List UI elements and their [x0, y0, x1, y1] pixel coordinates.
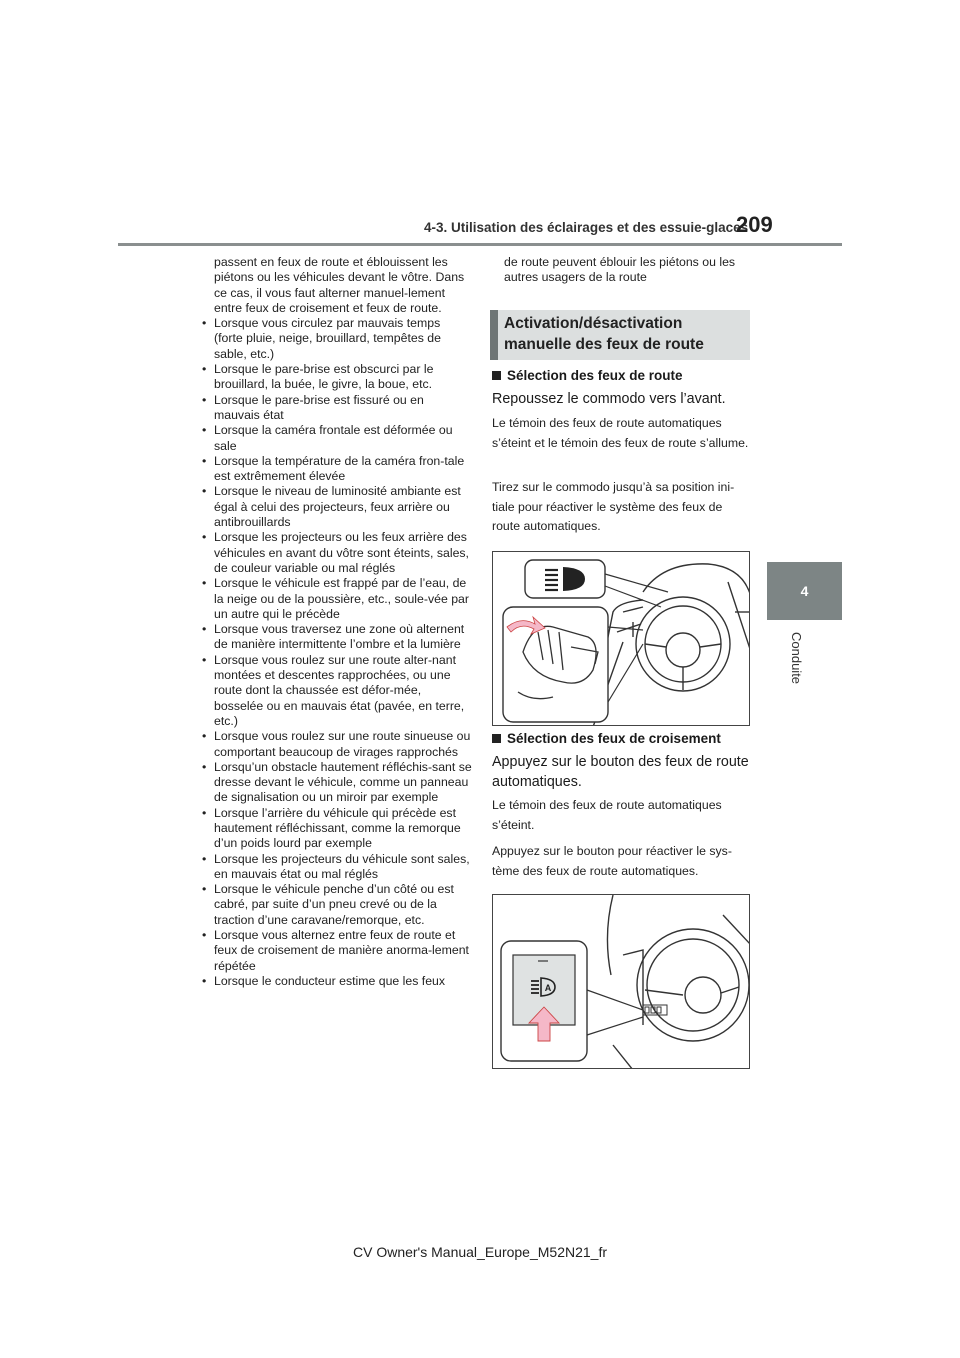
list-item: • Lorsque vous alternez entre feux de route et feux de croisement de manière anorma-lement répétée: [200, 928, 472, 974]
list-item: • Lorsque le pare-brise est fissuré ou en mauvais état: [200, 393, 472, 424]
dashboard-illustration: [493, 895, 750, 1069]
subheading-high-beam-text: Sélection des feux de route: [507, 368, 683, 383]
intro-paragraph: passent en feux de route et éblouissent les piétons ou les véhicules devant le vôtre. Dans ce cas, il vous faut alterner manuel-lement entre feux de croisement et feux de route.: [214, 255, 465, 315]
list-item: • Lorsque le véhicule penche d’un côté ou est cabré, par suite d’un pneu crevé ou de la traction d’une caravane/remorque, etc.: [200, 882, 472, 928]
lead-high-beam: Repoussez le commodo vers l’avant.: [492, 391, 726, 407]
paragraph-low-beam-2: Appuyez sur le bouton pour réactiver le sys-tème des feux de route automatiques.: [492, 844, 732, 878]
list-item: • Lorsque vous traversez une zone où alternent de manière intermittente l’ombre et la lumière: [200, 622, 472, 653]
subheading-low-beam-text: Sélection des feux de croisement: [507, 731, 721, 746]
paragraph-low-beam-1: Le témoin des feux de route automatiques s’éteint.: [492, 798, 722, 832]
lead-low-beam: Appuyez sur le bouton des feux de route automatiques.: [492, 754, 749, 790]
lever-callout: [503, 607, 643, 722]
section-heading-line1: Activation/désactivation: [504, 315, 683, 332]
paragraph-high-beam-1: Le témoin des feux de route automatiques s’éteint et le témoin des feux de route s’allume.: [492, 416, 749, 450]
list-item: • Lorsque les projecteurs du véhicule sont sales, en mauvais état ou mal réglés: [200, 852, 472, 883]
figure-button-press: [492, 894, 750, 1069]
left-column: [200, 255, 472, 989]
section-heading-box: [490, 310, 750, 360]
chapter-number: 4: [800, 583, 809, 599]
figure-lever-push: [492, 551, 750, 726]
chapter-label: Conduite: [789, 632, 804, 685]
chapter-tab: [767, 562, 842, 620]
list-item: • Lorsque le conducteur estime que les feux: [200, 974, 472, 989]
subheading-high-beam: [492, 368, 683, 383]
section-header-title: 4-3. Utilisation des éclairages et des essuie-glaces: [424, 220, 749, 235]
button-callout: [501, 941, 643, 1061]
button-panel: [643, 1005, 667, 1015]
header-rule: [118, 243, 842, 246]
list-item: • Lorsque l’arrière du véhicule qui précède est hautement réfléchissant, comme la remorque d’un poids lourd par exemple: [200, 806, 472, 852]
auto-letter: A: [544, 983, 552, 993]
list-item: • Lorsque vous roulez sur une route sinueuse ou comportant beaucoup de virages rapprochés: [200, 729, 472, 760]
page-number: 209: [736, 212, 773, 237]
indicator-callout: [525, 560, 668, 607]
list-item: • Lorsque le niveau de luminosité ambiante est égal à celui des projecteurs, feux arrière ou antibrouillards: [200, 484, 472, 530]
list-item: • Lorsque la caméra frontale est déformée ou sale: [200, 423, 472, 454]
footer-manual-id: CV Owner's Manual_Europe_M52N21_fr: [352, 1244, 608, 1260]
list-item: • Lorsque les projecteurs ou les feux arrière des véhicules en avant du vôtre sont éteints, sales, de couleur variable ou mal réglés: [200, 530, 472, 576]
lever-illustration: [493, 552, 750, 726]
list-item: • Lorsque la température de la caméra fron-tale est extrêmement élevée: [200, 454, 472, 485]
list-item: • Lorsque vous circulez par mauvais temps (forte pluie, neige, brouillard, tempêtes de sable, etc.): [200, 316, 472, 362]
condition-list: [200, 316, 472, 989]
list-item: • Lorsque vous roulez sur une route alter-nant montées et descentes rapprochées, ou une route dont la chaussée est défor-mée, bosselée ou en mauvais état (pavée, en terre, etc.): [200, 653, 472, 729]
list-item: • Lorsqu’un obstacle hautement réfléchis-sant se dresse devant le véhicule, comme un panneau de signalisation ou un miroir par exemple: [200, 760, 472, 806]
section-heading-line2: manuelle des feux de route: [504, 336, 704, 353]
right-column-continuation: [490, 255, 752, 286]
continuation-paragraph: de route peuvent éblouir les piétons ou les autres usagers de la route: [504, 255, 736, 285]
list-item: • Lorsque le pare-brise est obscurci par le brouillard, la buée, le givre, la boue, etc.: [200, 362, 472, 393]
list-item: • Lorsque le véhicule est frappé par de l’eau, de la neige ou de la poussière, etc., soule-vée par un autre qui le précède: [200, 576, 472, 622]
subheading-low-beam: [492, 731, 721, 746]
paragraph-high-beam-2: Tirez sur le commodo jusqu’à sa position ini-tiale pour réactiver le système des feux de route automatiques.: [492, 480, 735, 533]
